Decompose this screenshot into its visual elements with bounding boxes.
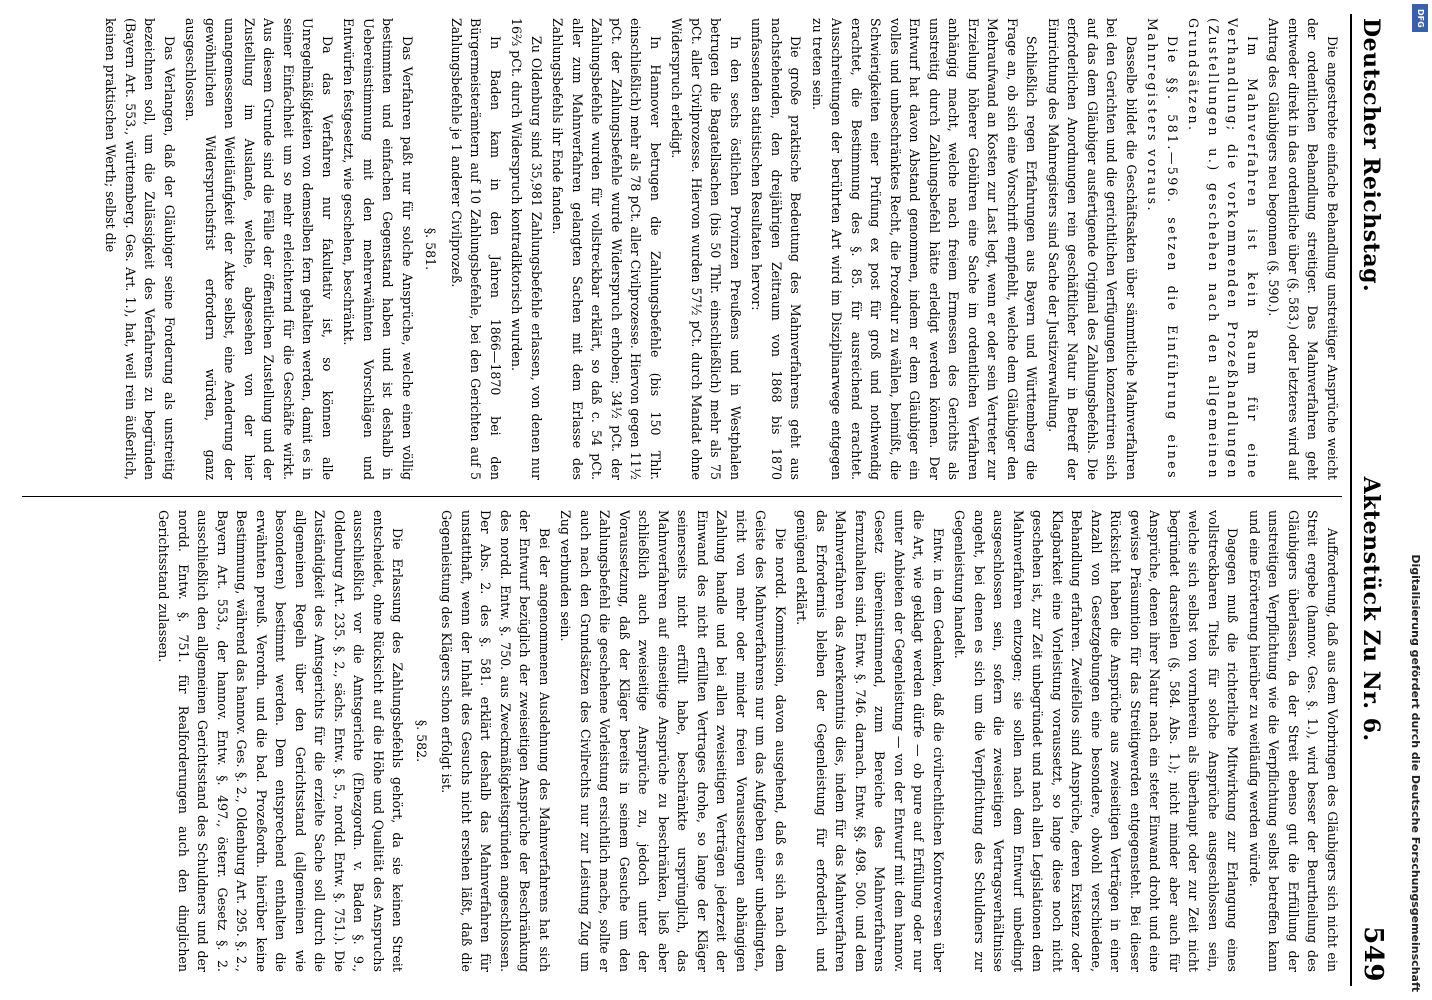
running-header [1358,18,1392,982]
paragraph: Das Verfahren paßt nur für solche Ansprüche, welche einen völlig bestimmten und einfachen Gegenstand haben und ist deshalb in Uebereinstimmung mit den mehrerwähnten Vorschlägen und Entwürfen festgesetzt, wie geschehen, beschränkt. [341,18,415,480]
paragraph-spaced: Im Mahnverfahren ist kein Raum für eine Verhandlung; die vorkommenden Prozeßhandlungen (Zustellungen u.) geschehen nach den allgemeinen Grundsätzen. [1186,18,1260,480]
header-center-title: Aktenstück Zu Nr. 6. [1358,476,1384,742]
paragraph: Die angestrebte einfache Behandlung unstreitiger Ansprüche weicht der ordentlichen Behandlung streitiger. Das Mahnverfahren geht entweder direkt in das ordentliche über (§. 583.) oder letzteres wird auf Antrag des Gläubigers neu begonnen (§. 590.). [1266,18,1340,480]
paragraph: Dagegen muß die richterliche Mitwirkung zur Erlangung eines vollstreckbaren Titels für solche Ansprüche ausgeschlossen sein, welche sich selbst von vornherein als überhaupt oder zur Zeit nicht begründet darstellen (§. 584. Abs. 1.); nicht minder aber auch für Ansprüche, denen ihrer Natur nach ein steter Einwand droht und eine gewisse Präsumtion für das Streitigwerden entgegensteht. Bei dieser Rücksicht haben die Ansprüche aus zweiseitigen Verträgen in einer Anzahl von Gesetzgebungen eine besondere, obwohl verschiedene, Behandlung erfahren. Zweifellos sind Ansprüche, deren Existenz oder Klagbarkeit eine Vorleistung voraussetzt, so lange diese noch nicht geschehen ist, zur Zeit unbegründet und nach allen Legislationen dem Mahnverfahren entzogen; sie sollen nach dem Entwurf unbedingt ausgeschlossen sein, sofern die zweiseitigen Vertragsverhältnisse angeht, bei denen es sich um die Verpflichtung des Schuldners zur Gegenleistung handelt. [952,510,1241,972]
text-column-left [17,18,1342,480]
paragraph-spaced: Die §§. 581.—596. setzen die Einführung eines Mahnregisters voraus. [1145,18,1180,480]
digitization-credit [1398,0,1432,1000]
paragraph: Zu Oldenburg sind 35,981 Zahlungsbefehle erlassen, von denen nur 16⅔ pCt. durch Widerspruch kontradiktorisch wurden. [509,18,544,480]
paragraph: Dasselbe bildet die Geschäftsakten über sämmtliche Mahnverfahren bei den Gerichten und die gerichtlichen Verfügungen konzentriren sich auf das dem Gläubiger ausfertigende Original des Zahlungsbefehls. Die erforderlichen Anordnungen rein geschäftlicher Natur in Betreff der Einrichtung des Mahnregisters sind Sache der Justizverwaltung. [1046,18,1139,480]
text-column-right [17,510,1342,972]
page-number: 549 [1358,926,1388,982]
paragraph: Schließlich regen Erfahrungen aus Bayern und Württemberg die Frage an, ob sich eine Vorschrift empfiehlt, welche dem Gläubiger den Mehraufwand an Kosten zur Last legt, wenn er oder sein Vertreter zur Erzielung höherer Gebühren eine Sache im ordentlichen Verfahren anhängig macht, welche nach freiem Ermessen des Gerichts als unstreitig durch Zahlungsbefehl hätte erledigt werden können. Der Entwurf hat davon Abstand genommen, indem er dem Gläubiger ein volles und unbeschränktes Recht, die Prozedur zu wählen, beimißt, die Schwierigkeiten einer Prüfung ex post für groß und nothwendig erachtet, die Bestimmung des §. 85. für ausreichend erachtet. Ausschreitungen der berührten Art wird im Disziplinarwege entgegen zu treten sein. [810,18,1040,480]
paragraph: Bei der angenommenen Ausdehnung des Mahnverfahrens hat sich der Entwurf bezüglich der zweiseitigen Ansprüche der Beschränkung des nordd. Entw. §. 750. aus Zweckmäßigkeitsgründen angeschlossen. Der Abs. 2. des §. 581. erklärt deshalb das Mahnverfahren für unstatthaft, wenn der Inhalt des Gesuchs nicht ersehen läßt, daß die Gegenleistung des Klägers schon erfolgt ist. [439,510,552,972]
header-left-title: Deutscher Reichstag. [1358,18,1384,293]
dfg-logo: DFG [1412,4,1428,32]
paragraph: Da das Verfahren nur fakultativ ist, so können alle Unregelmäßigkeiten von demselben fern gehalten werden, damit es in seiner Einfachheit um so mehr erleichternd für die Geschäfte wirkt. Aus diesem Grunde sind die Fälle der öffentlichen Zustellung und der Zustellung im Auslande, welche, abgesehen von der hier unangemessenen Weitläufigkeit der Akte selbst, eine Aenderung der gewöhnlichen Widerspruchsfrist erfordern würden, ganz ausgeschlossen. [183,18,335,480]
column-divider [22,496,1342,497]
paragraph: In Hannover betrugen die Zahlungsbefehle (bis 150 Thlr. einschließlich) mehr als 78 pCt. aller Civilprozesse. Hiervon gegen 11½ pCt. der Zahlungsbefehle wurde Widerspruch erhoben; 34½ pCt. der Zahlungsbefehle wurden für vollstreckbar erklärt, so daß c. 54 pCt. aller zum Mahnverfahren gelangten Sachen mit dem Erlasse des Zahlungsbefehls ihr Ende fanden. [550,18,663,480]
section-heading: §. 582. [414,719,429,763]
paragraph: Entw. in dem Gedanken, daß die civilrechtlichen Kontroversen über die Art, wie geklagt werden dürfe — ob pure auf Erfüllung oder nur unter Anbieten der Gegenleistung — von der Entwurf mit dem hannov. Gesetz übereinstimmend, zum Bereiche des Mahnverfahrens fernzuhalten sind. Entw. §. 746. darnach. Entw. §§. 498. 500. und dem Mahnverfahren das Anerkenntnis dies, indem für das Mahnverfahren das Erfordernis bleiben der Gegenleistung für erforderlich und genügend erklärt. [794,510,946,972]
paragraph: In den sechs östlichen Provinzen Preußens und in Westphalen betrugen die Bagatellsachen (bis 50 Thlr. einschließlich) mehr als 75 pCt. aller Civilprozesse. Hiervon wurden 57½ pCt. durch Mandat ohne Widerspruch erledigt. [669,18,743,480]
paragraph: Aufforderung, daß aus dem Vorbringen des Gläubigers sich nicht ein Streit ergebe (hannov. Ges. §. 1.), wird besser der Beurtheilung des Gläubigers überlassen, da der Streit ebenso gut die Erfüllung der unstreitigen Verpflichtung wie die Verpflichtung selbst betreffen kann und eine Erörterung hierüber zu weitläufig werden würde. [1247,510,1340,972]
paragraph: In Baden kam in den Jahren 1866—1870 bei den Bürgermeisterämtern auf 10 Zahlungsbefehle, bei den Gerichten auf 5 Zahlungsbefehle je 1 anderer Civilprozeß. [449,18,503,480]
paragraph: Das Verlangen, daß der Gläubiger seine Forderung als unstreitig bezeichnen soll, um die Zulässigkeit des Verfahrens zu begründen (Bayern Art. 553., württemberg. Ges. Art. 1.), hat, weil rein äußerlich, keinen praktischen Werth; selbst die [103,18,177,480]
section-heading: §. 581. [423,227,439,271]
paragraph: Die Erlassung des Zahlungsbefehls gehört, da sie keinen Streit entscheidet, ohne Rücksicht auf die Höhe und Qualität des Anspruchs ausschließlich vor die Amtsgerichte (Ehezgordn. v. Baden §. 9., Oldenburg Art. 235. §. 2., sächs. Entw. §. 5., nordd. Entw. §. 751.). Die Zuständigkeit des Amtsgerichts für die erzielte Sache soll durch die allgemeinen Regeln über den Gerichtsstand (allgemeinen wie besonderen) bestimmt werden. Dem entsprechend enthalten die erwähnten preuß. Verordn. und die bad. Prozeßordn. hierüber keine Bestimmung, während das hannov. Ges. §. 2., Oldenburg Art. 295. §. 2., Bayern Art. 553., der hannov. Entw. §. 497., österr. Gesetz §. 2. ausschließlich den allgemeinen Gerichtsstand des Schuldners und der nordd. Entw. §. 751. für Realforderungen auch den dinglichen Gerichtsstand zulassen. [156,510,406,972]
credit-text: Digitalisierung gefördert durch die Deutsche Forschungsgemeinschaft [1409,554,1422,992]
paragraph: Die nordd. Kommission, davon ausgehend, daß es sich nach dem Geiste des Mahnverfahrens nur um das Aufgeben einer unbedingten, nicht von mehr oder minder freien Voraussetzungen abhängigen Zahlung handle und bei allen zweiseitigen Verträgen jederzeit der Einwand des nicht erfüllten Vertrages drohe, so lange der Kläger seinerseits nicht erfüllt habe, beschränkte ursprünglich, das Mahnverfahren auf einseitige Ansprüche zu beschränken, ließ aber schließlich auch zweiseitige Ansprüche zu, jedoch unter der Voraussetzung, daß der Kläger bereits in seinem Gesuche um den Zahlungsbefehl die geschehene Vorleistung ersichtlich mache, sollte er auch nach den Grundsätzen des Civilrechts nur zur Leistung Zug um Zug verbunden sein. [558,510,788,972]
paragraph: Die große praktische Bedeutung des Mahnverfahrens geht aus nachstehenden, den dreijährigen Zeitraum von 1868 bis 1870 umfassenden statistischen Resultaten hervor: [749,18,804,480]
header-rule [1350,14,1352,986]
